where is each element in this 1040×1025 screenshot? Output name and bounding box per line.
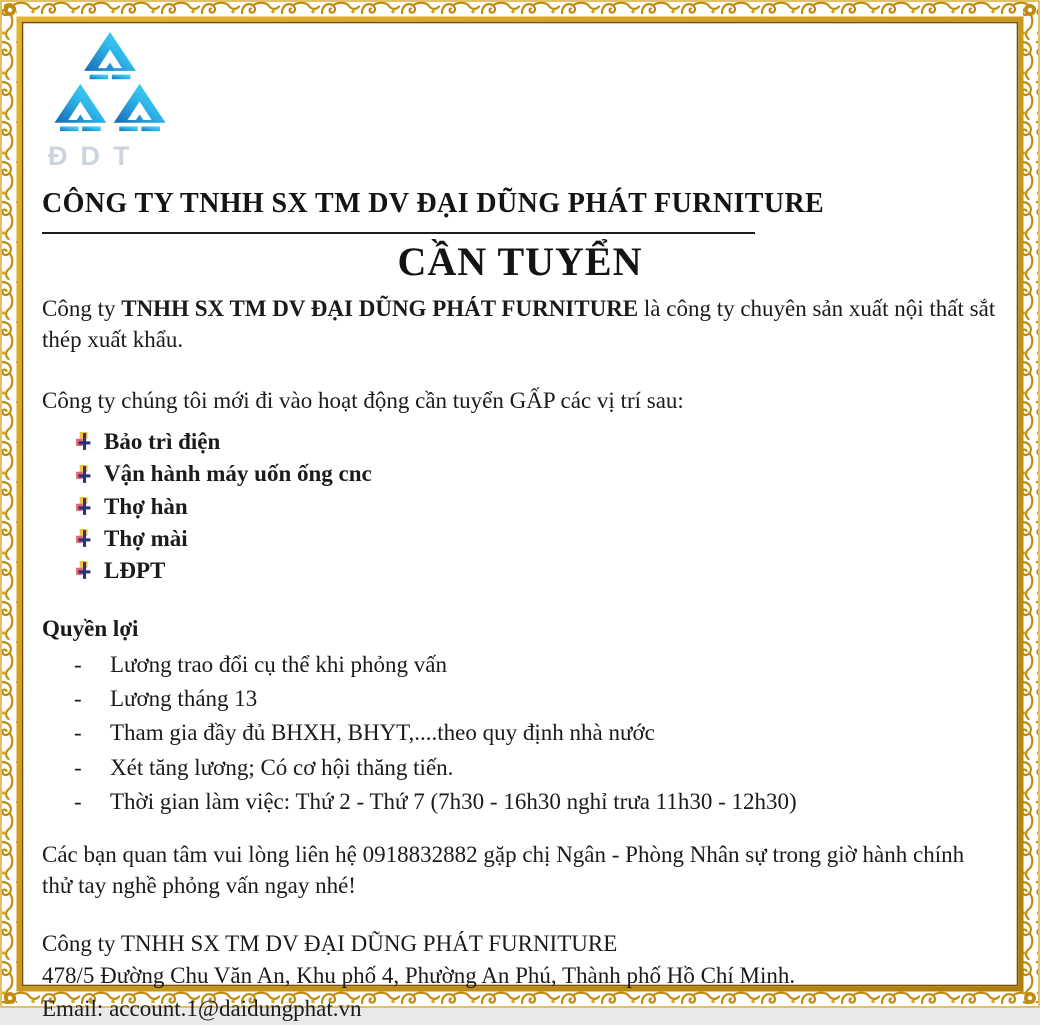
logo-text: ĐDT (48, 141, 143, 171)
position-label: Bảo trì điện (104, 429, 221, 455)
position-label: Thợ hàn (104, 493, 188, 519)
list-item (74, 787, 998, 817)
list-item (74, 650, 998, 680)
list-item (74, 753, 998, 783)
colored-cross-bullet-icon (76, 432, 93, 451)
list-item (76, 558, 998, 583)
intro-prefix: Công ty (42, 296, 122, 321)
benefit-text: Tham gia đầy đủ BHXH, BHYT,....theo quy định nhà nước (110, 720, 655, 746)
benefits-list (74, 650, 998, 818)
dash-marker: - (74, 754, 82, 780)
list-item (76, 494, 998, 519)
page-title: CẦN TUYỂN (397, 239, 643, 284)
footer-block (42, 928, 998, 1025)
colored-cross-bullet-icon (76, 529, 93, 548)
list-item (74, 684, 998, 714)
footer-address: 478/5 Đường Chu Văn An, Khu phố 4, Phường An Phú, Thành phố Hồ Chí Minh. (42, 963, 796, 989)
dash-marker: - (74, 720, 82, 746)
hiring-intro-paragraph: Công ty chúng tôi mới đi vào hoạt động cần tuyển GẤP các vị trí sau: (42, 388, 684, 414)
company-name-header: CÔNG TY TNHH SX TM DV ĐẠI DŨNG PHÁT FURNITURE (42, 188, 825, 219)
benefit-text: Thời gian làm việc: Thứ 2 - Thứ 7 (7h30 - 16h30 nghỉ trưa 11h30 - 12h30) (110, 789, 797, 815)
benefit-text: Lương trao đổi cụ thể khi phỏng vấn (110, 651, 447, 677)
divider-line (42, 232, 755, 234)
benefit-text: Xét tăng lương; Có cơ hội thăng tiến. (110, 754, 454, 780)
contact-note: Các bạn quan tâm vui lòng liên hệ 0918832882 gặp chị Ngân - Phòng Nhân sự trong giờ hành chính thử tay nghề phỏng vấn ngay nhé! (42, 842, 965, 899)
benefit-text: Lương tháng 13 (110, 685, 258, 711)
dash-marker: - (74, 685, 82, 711)
intro-suffix: là công ty chuyên sản xuất nội thất sắt thép xuất khẩu. (42, 296, 1001, 353)
colored-cross-bullet-icon (76, 561, 93, 580)
dash-marker: - (74, 789, 82, 815)
colored-cross-bullet-icon (76, 465, 93, 484)
footer-email: Email: account.1@daidungphat.vn (42, 995, 362, 1021)
intro-company-bold: TNHH SX TM DV ĐẠI DŨNG PHÁT FURNITURE (121, 296, 639, 321)
list-item (74, 718, 998, 748)
dash-marker: - (74, 651, 82, 677)
benefits-heading: Quyền lợi (42, 615, 139, 641)
triangles-logo-icon (48, 32, 172, 132)
company-logo (48, 32, 180, 172)
positions-list (76, 429, 998, 583)
colored-cross-bullet-icon (76, 497, 93, 516)
list-item (76, 461, 998, 486)
position-label: Vận hành máy uốn ống cnc (104, 461, 372, 487)
position-label: LĐPT (104, 558, 166, 584)
position-label: Thợ mài (104, 526, 188, 552)
flyer-content (24, 24, 1016, 1021)
footer-company: Công ty TNHH SX TM DV ĐẠI DŨNG PHÁT FURNITURE (42, 930, 618, 956)
company-intro-paragraph (42, 293, 1001, 355)
list-item (76, 526, 998, 551)
list-item (76, 429, 998, 454)
